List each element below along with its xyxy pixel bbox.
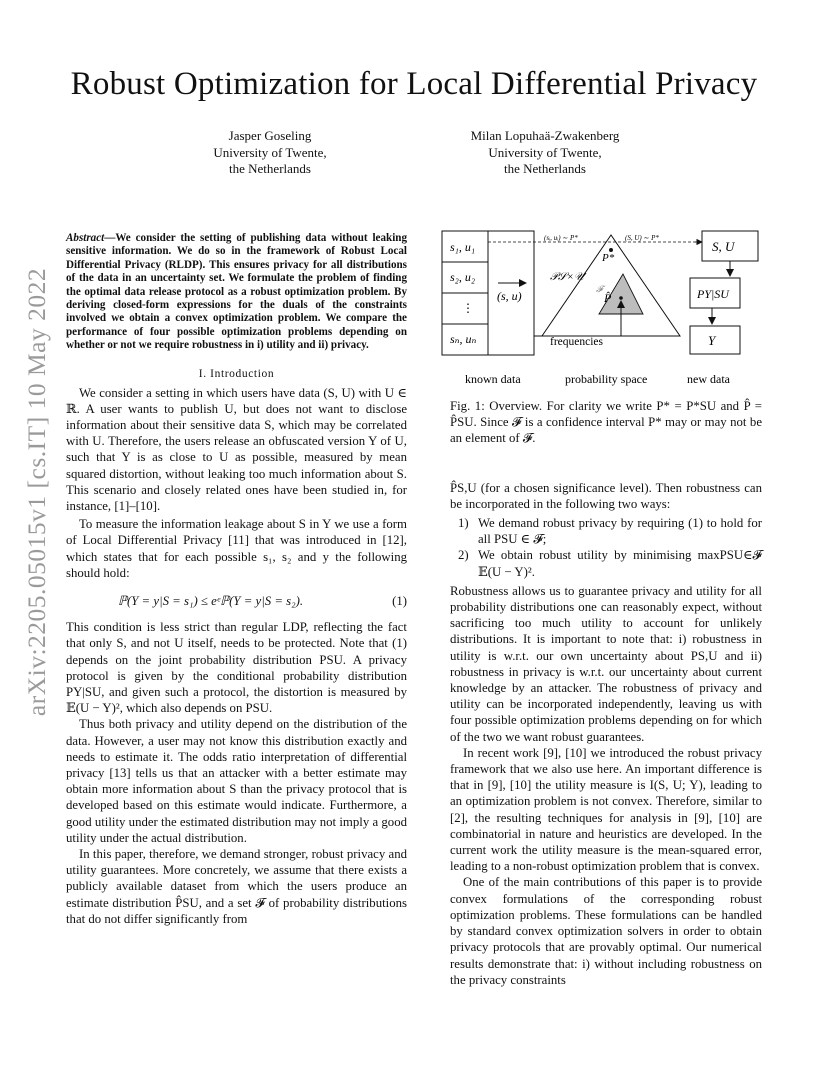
paragraph: Thus both privacy and utility depend on the distribution of the data. However, a user may not know this distribution exactly and needs to estimate it. The odds ratio interpretation of differential privacy [13] tells us that an attacker with a better estimate may obtain more information about S than the privacy protocol that is developed based on this estimate would indicate. Furthermore, a good utility under the estimated distribution may not imply a good utility under the actual distribution. <box>66 717 407 845</box>
y-label: Y <box>708 333 716 348</box>
paragraph: Robustness allows us to guarantee privacy and utility for all probability distributions one can reasonably expect, without sacrificing too much utility to account for unlikely distributions. It is important to note that: i) robustness in utility is w.r.t. our own uncertainty about PS,U and ii) robustness in privacy is w.r.t. our uncertainty about current knowledge by an attacker. The robustness of privacy and utility can be incorporated independently, leaving us with four possible optimization problems depending on for which of the two we want robust guarantees. <box>450 583 762 744</box>
author-1 <box>160 128 380 178</box>
section-heading: I. Introduction <box>198 367 275 380</box>
p-hat-label: P̂ <box>604 291 612 305</box>
equation-number: (1) <box>392 594 407 609</box>
top-right-label: (S, U) ∼ P* <box>625 234 659 242</box>
overview-diagram <box>440 228 765 393</box>
list-item: 2) We obtain robust utility by minimising maxPSU∈𝓕 𝔼(U − Y)². <box>458 548 762 579</box>
arrow-label: (s, u) <box>497 289 522 303</box>
caption-known: known data <box>465 372 521 386</box>
caption-new: new data <box>687 372 730 386</box>
robustness-list <box>450 515 762 580</box>
protocol-label: PY|SU <box>697 287 729 301</box>
paragraph: One of the main contributions of this paper is to provide convex formulations of the corresponding robust optimization problems. These formulations can be handled by standard convex optimization solvers in order to obtain privacy protocols that are provably optimal. Our numerical results demonstrate that: i) without including robustness on the privacy constraints <box>450 875 762 987</box>
author-country: the Netherlands <box>504 161 586 176</box>
author-2 <box>430 128 660 178</box>
paper-title: Robust Optimization for Local Differential Privacy <box>70 66 758 102</box>
intro-text <box>66 385 407 927</box>
equation-1 <box>66 583 407 619</box>
equation-body: ℙ(Y = y|S = s₁) ≤ eᵉℙ(Y = y|S = s₂). <box>118 594 304 609</box>
author-country: the Netherlands <box>229 161 311 176</box>
space-label: 𝒫𝒮×𝒰 <box>550 271 584 283</box>
left-column <box>66 232 407 927</box>
arxiv-stamp <box>22 262 62 722</box>
author-affiliation: University of Twente, <box>488 144 602 160</box>
frequencies-label: frequencies <box>550 336 603 348</box>
figure-caption: Fig. 1: Overview. For clarity we write P* = P*SU and P̂ = P̂SU. Since 𝓕 is a confidence interval P* may or may not be an element of 𝓕. <box>450 399 762 446</box>
author-name: Jasper Goseling <box>228 128 312 143</box>
right-column <box>450 398 762 988</box>
top-left-label: (sᵢ, uᵢ) ∼ P* <box>544 234 578 242</box>
paragraph: We consider a setting in which users have data (S, U) with U ∈ ℝ. A user wants to publish U, but does not want to disclose information about their sensitive data S, which may be correlated with U. Therefore, the users release an obfuscated version Y of U, such that Y is as close to U as possible, measured by mean squared distortion, without leaking too much information about S. This scenario and closely related ones have been studied in, for instance, [1]–[10]. <box>66 385 407 514</box>
paragraph: To measure the information leakage about S in Y we use a form of Local Differential Privacy [11] that was introduced in [12], which states that for each possible s₁, s₂ and y the following should hold: <box>66 517 407 580</box>
paragraph: In this paper, therefore, we demand stronger, robust privacy and utility guarantees. More concretely, we assume that there exists a publicly available dataset from which the users produce an estimate distribution P̂SU, and a set 𝓕 of probability distributions that do not differ significantly from <box>66 846 407 926</box>
row-label: ⋮ <box>462 301 474 315</box>
arxiv-id: arXiv:2205.05015v1 [cs.IT] 10 May 2022 <box>22 267 51 717</box>
abstract-label: Abstract <box>66 232 105 244</box>
paragraph: P̂S,U (for a chosen significance level). Then robustness can be incorporated in the following two ways: <box>450 480 762 511</box>
list-item: 1) We demand robust privacy by requiring (1) to hold for all PSU ∈ 𝓕; <box>458 516 762 547</box>
su-label: S, U <box>712 239 735 254</box>
abstract-text: —We consider the setting of publishing data without leaking sensitive information. We do so in the framework of Robust Local Differential Privacy (RLDP). This ensures privacy for all distributions of the data in an uncertainty set. We formulate the problem of finding the optimal data release protocol as a robust optimization problem. By deriving closed-form expressions for the duals of the constraints involved we obtain a convex optimization problem. We compare the performance of four possible optimization problems depending on whether or not we require robustness in i) utility and ii) privacy. <box>66 232 407 352</box>
paragraph: This condition is less strict than regular LDP, reflecting the fact that only S, and not U itself, needs to be protected. Note that (1) depends on the joint probability distribution PSU. A privacy protocol is given by the conditional probability distribution PY|SU, and given such a protocol, the distortion is measured by 𝔼(U − Y)², which also depends on PSU. <box>66 620 407 716</box>
author-affiliation: University of Twente, <box>213 144 327 160</box>
abstract <box>66 232 407 353</box>
author-name: Milan Lopuhaä-Zwakenberg <box>470 128 620 143</box>
row-label: s₂, u₂ <box>450 270 476 284</box>
row-label: sₙ, uₙ <box>450 332 477 346</box>
p-star-label: P* <box>602 252 615 264</box>
paragraph: In recent work [9], [10] we introduced the robust privacy framework that we also use here. An important difference is that in [9], [10] the utility measure is I(S, U; Y), leading to an optimization problem is not convex. Therefore, similar to [2], the resulting techniques for analysis in [9], [10] are combinatorial in nature and heuristics are developed. In the current work the utility measure is the mean-squared error, leading to a non-robust optimization problem that is convex. <box>450 745 762 874</box>
figure-1 <box>440 228 765 393</box>
f-label: 𝓕 <box>596 284 603 294</box>
row-label: s₁, u₁ <box>450 240 476 254</box>
caption-space: probability space <box>565 372 648 386</box>
